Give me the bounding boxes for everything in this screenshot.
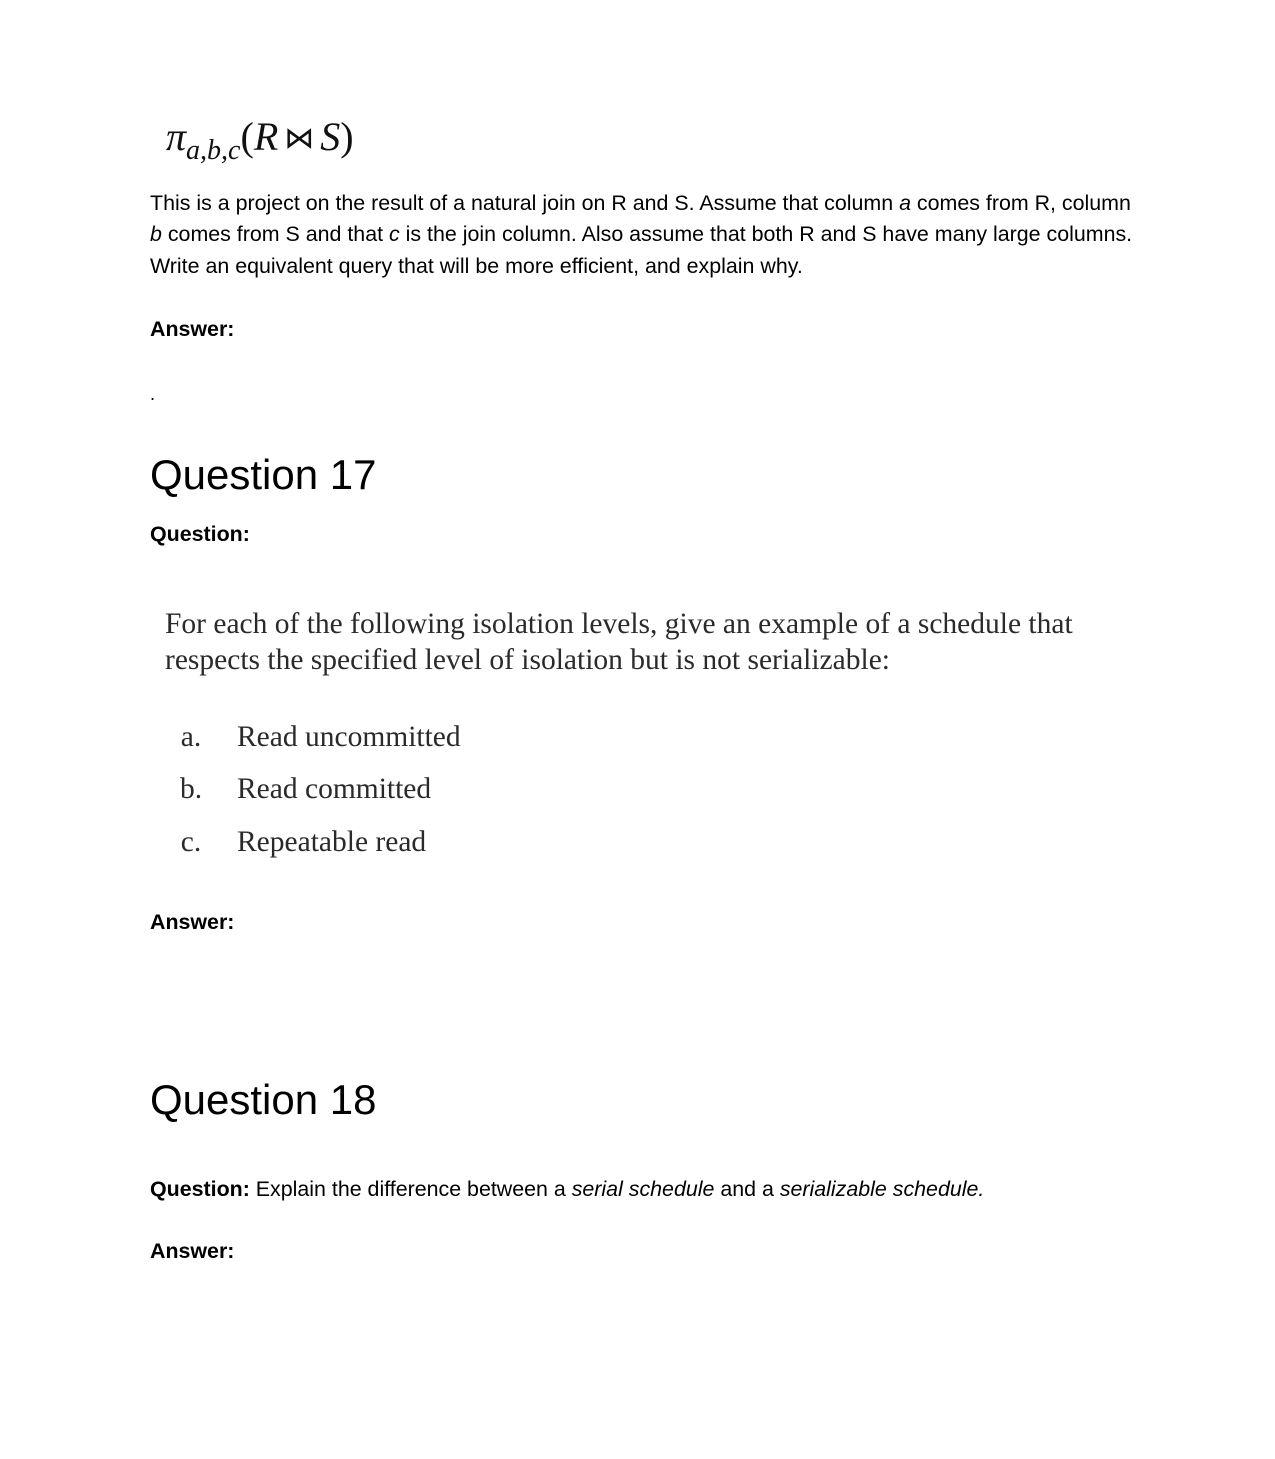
q18-question: Question: Explain the difference between a serial schedule and a serializable schedule. [150,1177,985,1201]
q18-heading: Question 18 [150,1076,377,1123]
term-serializable-schedule: serializable schedule. [779,1177,985,1201]
list-item-text: Read uncommitted [237,721,461,753]
q18-answer-label: Answer: [150,1239,235,1263]
q17-question-label: Question: [150,522,250,546]
q16-description: This is a project on the result of a natural join on R and S. Assume that column a comes from R, column b comes from S and that c is the join column. Also assume that both R and S have many large columns. Write an equivalent query that will be more efficient, and explain why. [150,191,1133,278]
close-paren: ) [340,114,354,159]
list-item [165,719,461,755]
column-b: b [150,222,162,247]
list-marker: a. [180,721,202,753]
column-c: c [388,222,400,247]
list-marker: c. [180,826,202,858]
relation-s: S [320,114,341,159]
open-paren: ( [240,114,254,159]
term-serial-schedule: serial schedule [571,1177,715,1201]
projection-subscript: a,b,c [186,135,241,166]
q16-answer-text: . [150,384,156,404]
q17-answer-label: Answer: [150,910,235,934]
q17-heading: Question 17 [150,451,377,498]
projection-symbol: π [166,114,187,159]
list-item-text: Read committed [237,773,432,805]
q17-prompt: For each of the following isolation levels, give an example of a schedule that respects the specified level of isolation but is not serializable: [165,608,1073,676]
list-item-text: Repeatable read [237,826,427,858]
q18-question-label: Question: [150,1177,250,1201]
relation-r: R [253,114,279,159]
list-item [165,771,431,807]
list-marker: b. [179,773,203,805]
column-a: a [899,191,911,215]
natural-join-icon: ⋈ [284,122,315,155]
relational-algebra-formula [166,112,354,176]
q16-answer-label: Answer: [150,317,235,341]
list-item [165,824,426,860]
